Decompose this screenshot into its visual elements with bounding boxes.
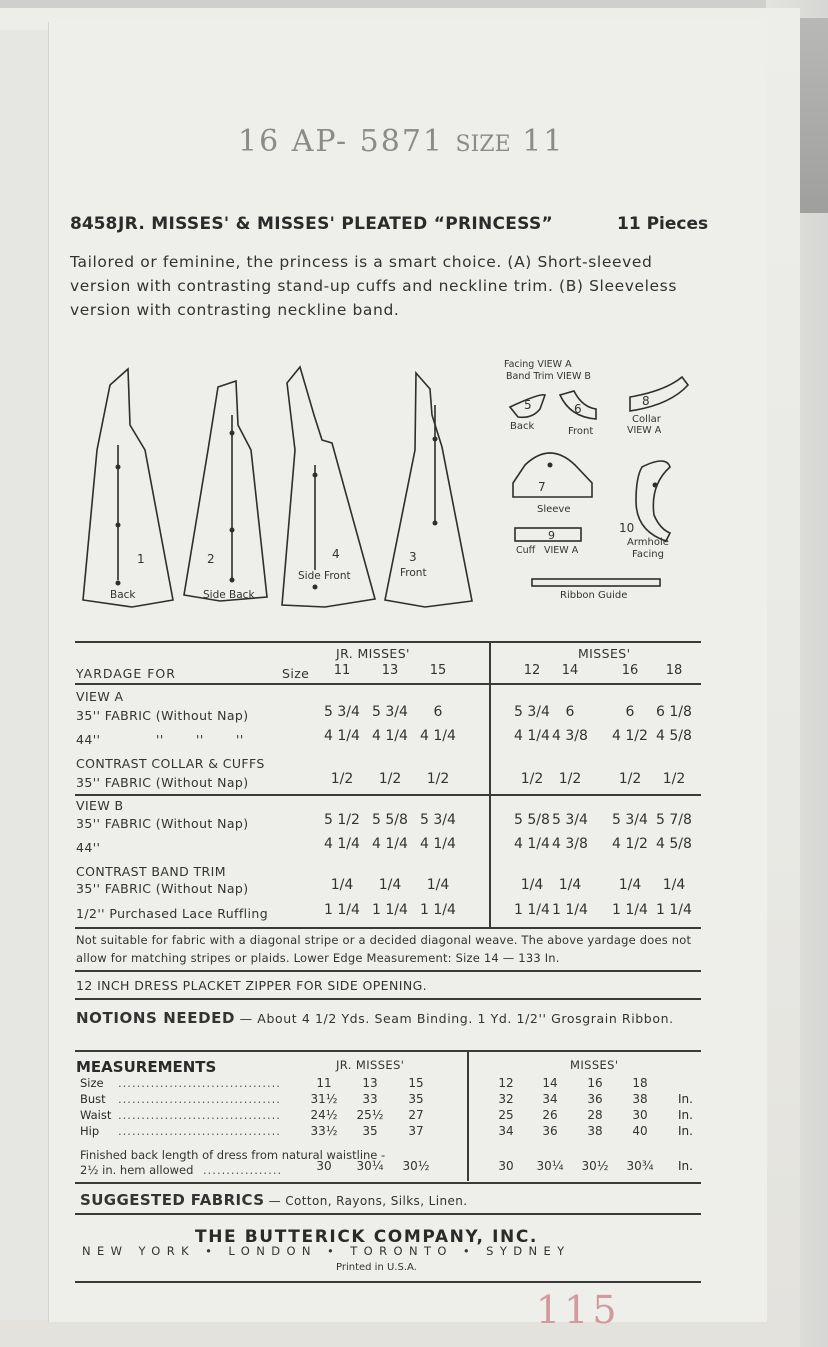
yardage-value: 1/2 [330, 771, 354, 787]
yardage-value: 4 1/4 [324, 836, 360, 852]
lace-label: 1/2'' Purchased Lace Ruffling [76, 906, 269, 921]
yardage-value: 1 1/4 [514, 902, 550, 918]
yardage-value: 5 3/4 [420, 812, 456, 828]
measurements-group-misses: MISSES' [570, 1058, 619, 1072]
ditto-mark: '' [196, 732, 204, 747]
yardage-value: 5 3/4 [514, 704, 550, 720]
piece-4-name: Side Front [298, 570, 351, 582]
ribbon-guide-outline [532, 579, 660, 586]
piece-8-view: VIEW A [627, 425, 662, 436]
measurement-value: 15 [408, 1076, 424, 1090]
measurement-value: 11 [316, 1076, 332, 1090]
yardage-value: 4 1/2 [612, 728, 648, 744]
measurement-value: 33½ [310, 1124, 338, 1138]
yardage-value: 1/4 [558, 877, 582, 893]
yardage-value: 1/2 [378, 771, 402, 787]
yardage-value: 4 1/4 [324, 728, 360, 744]
yardage-value: 4 1/4 [420, 836, 456, 852]
back-length-label: Finished back length of dress from natural waistline - [80, 1148, 386, 1162]
stamp-size-value: 11 [522, 124, 565, 159]
yardage-value: 4 5/8 [656, 836, 692, 852]
measurement-value: 35 [408, 1092, 424, 1106]
back-length-value: 30¼ [356, 1159, 384, 1173]
piece-count: 11 Pieces [617, 214, 709, 234]
dotted-leader: ................................... [118, 1124, 281, 1138]
size-header: 11 [333, 663, 351, 678]
measurement-value: 13 [362, 1076, 378, 1090]
yardage-group-jr: JR. MISSES' [336, 646, 410, 661]
size-header: 12 [523, 663, 541, 678]
measurement-name: Hip [80, 1124, 100, 1138]
measurement-unit: In. [678, 1092, 693, 1106]
envelope-flap [0, 30, 49, 1320]
rule [75, 927, 701, 929]
yardage-value: 5 5/8 [372, 812, 408, 828]
yardage-value: 1/2 [426, 771, 450, 787]
stamp-size-label: SIZE [455, 132, 511, 157]
dotted-leader: ................................... [118, 1092, 281, 1106]
back-length-label2: 2½ in. hem allowed [80, 1163, 194, 1177]
measurement-value: 27 [408, 1108, 424, 1122]
yardage-value: 4 3/8 [552, 836, 588, 852]
pattern-title: JR. MISSES' & MISSES' PLEATED “PRINCESS” [118, 214, 553, 234]
size-header: 14 [561, 663, 579, 678]
yardage-value: 1/4 [378, 877, 402, 893]
piece-10-name: Armhole [627, 537, 669, 548]
yardage-value: 6 1/8 [656, 704, 692, 720]
yardage-value: 4 1/2 [612, 836, 648, 852]
rule [75, 1213, 701, 1215]
zipper-note: 12 INCH DRESS PLACKET ZIPPER FOR SIDE OPENING. [76, 978, 428, 993]
yardage-value: 1/2 [520, 771, 544, 787]
yardage-value: 1 1/4 [612, 902, 648, 918]
yardage-value: 1/2 [558, 771, 582, 787]
fabric-35-label: 35'' FABRIC (Without Nap) [76, 708, 249, 723]
measurement-value: 25 [498, 1108, 514, 1122]
size-header: 18 [665, 663, 683, 678]
yardage-value: 1/4 [662, 877, 686, 893]
pattern-number: 8458 [70, 214, 118, 234]
back-length-value: 30½ [402, 1159, 430, 1173]
pattern-pieces-diagram [70, 355, 710, 620]
measurement-value: 25½ [356, 1108, 384, 1122]
yardage-value: 1/4 [618, 877, 642, 893]
piece-10-name2: Facing [632, 549, 664, 560]
yardage-value: 6 [625, 704, 635, 720]
view-b-label: VIEW B [76, 798, 124, 813]
yardage-value: 1 1/4 [656, 902, 692, 918]
piece-7-outline [513, 453, 592, 497]
yardage-value: 1/2 [618, 771, 642, 787]
yardage-value: 1 1/4 [372, 902, 408, 918]
piece-3-name: Front [400, 567, 427, 579]
fabric-44-label: 44'' [76, 840, 101, 855]
measurement-value: 36 [587, 1092, 603, 1106]
measurement-value: 16 [587, 1076, 603, 1090]
piece-5-name: Back [510, 421, 535, 432]
measurement-name: Waist [80, 1108, 112, 1122]
measurement-value: 40 [632, 1124, 648, 1138]
size-header: 13 [381, 663, 399, 678]
yardage-value: 4 5/8 [656, 728, 692, 744]
size-header: 15 [429, 663, 447, 678]
yardage-value: 5 3/4 [552, 812, 588, 828]
measurement-value: 37 [408, 1124, 424, 1138]
notions-text: — About 4 1/2 Yds. Seam Binding. 1 Yd. 1/2'' Grosgrain Ribbon. [239, 1011, 674, 1026]
measurement-value: 38 [632, 1092, 648, 1106]
piece-6-name: Front [568, 426, 594, 437]
back-length-value: 30¼ [536, 1159, 564, 1173]
stamp-digits: 5871 [359, 124, 444, 159]
yardage-value: 1/4 [426, 877, 450, 893]
rule [75, 683, 701, 685]
piece-8-number: 8 [642, 394, 650, 408]
yardage-value: 4 1/4 [372, 728, 408, 744]
yardage-value: 4 1/4 [514, 836, 550, 852]
size-label: Size [282, 666, 310, 681]
measurement-value: 24½ [310, 1108, 338, 1122]
stamp-prefix: 16 [238, 124, 281, 159]
measurement-value: 33 [362, 1092, 378, 1106]
piece-2-number: 2 [207, 552, 215, 566]
rule [489, 642, 491, 928]
rule [75, 1050, 701, 1052]
measurement-name: Bust [80, 1092, 106, 1106]
piece-10-number: 10 [619, 521, 635, 535]
measurement-value: 34 [542, 1092, 558, 1106]
yardage-value: 5 3/4 [372, 704, 408, 720]
measurement-unit: In. [678, 1124, 693, 1138]
yardage-value: 5 7/8 [656, 812, 692, 828]
stamp-code [238, 124, 564, 159]
rule [467, 1051, 469, 1181]
yardage-value: 5 3/4 [612, 812, 648, 828]
rule [75, 1182, 701, 1184]
dotted-leader: ................................... [118, 1076, 281, 1090]
suggested-fabrics [80, 1191, 467, 1209]
description: Tailored or feminine, the princess is a smart choice. (A) Short-sleeved version with contrasting stand-up cuffs and neckline trim. (B) Sleeveless version with contrasting neckline band. [70, 253, 678, 319]
dotted-leader: ................................... [118, 1108, 281, 1122]
fabric-35-band-label: 35'' FABRIC (Without Nap) [76, 881, 249, 896]
measurement-unit: In. [678, 1108, 693, 1122]
measurements-label: MEASUREMENTS [76, 1058, 217, 1076]
back-length-value: 30¾ [626, 1159, 654, 1173]
piece-1-name: Back [110, 589, 136, 601]
yardage-value: 1/4 [330, 877, 354, 893]
back-length-unit: In. [678, 1159, 693, 1173]
yardage-value: 5 5/8 [514, 812, 550, 828]
measurement-value: 34 [498, 1124, 514, 1138]
piece-6-number: 6 [574, 402, 582, 416]
piece-1-number: 1 [137, 552, 145, 566]
rule [75, 970, 701, 972]
piece-9-number: 9 [548, 529, 555, 542]
yardage-value: 6 [565, 704, 575, 720]
fabric-35-label: 35'' FABRIC (Without Nap) [76, 775, 249, 790]
piece-2-name: Side Back [203, 589, 255, 601]
piece-7-name: Sleeve [537, 504, 571, 515]
measurement-value: 35 [362, 1124, 378, 1138]
piece-3-outline [385, 373, 472, 607]
measurement-value: 14 [542, 1076, 558, 1090]
rule [75, 641, 701, 643]
yardage-value: 1 1/4 [420, 902, 456, 918]
suggested-text: — Cotton, Rayons, Silks, Linen. [268, 1194, 468, 1208]
dotted-leader: ................. [203, 1163, 283, 1177]
rule [75, 998, 701, 1000]
piece-9-view: VIEW A [544, 545, 579, 556]
yardage-value: 6 [433, 704, 443, 720]
measurement-value: 36 [542, 1124, 558, 1138]
yardage-label: YARDAGE FOR [76, 666, 176, 681]
yardage-value: 1 1/4 [552, 902, 588, 918]
piece-4-number: 4 [332, 547, 340, 561]
measurements-group-jr: JR. MISSES' [336, 1058, 405, 1072]
contrast-band-label: CONTRAST BAND TRIM [76, 864, 226, 879]
yardage-value: 1/2 [662, 771, 686, 787]
measurement-value: 30 [632, 1108, 648, 1122]
handwritten-number: 115 [536, 1288, 621, 1332]
measurement-value: 12 [498, 1076, 514, 1090]
company-cities: NEW YORK • LONDON • TORONTO • SYDNEY [82, 1244, 571, 1258]
back-length-value: 30½ [581, 1159, 609, 1173]
yardage-value: 4 1/4 [514, 728, 550, 744]
measurement-value: 38 [587, 1124, 603, 1138]
notions-block [76, 1008, 702, 1029]
measurement-value: 28 [587, 1108, 603, 1122]
suggested-label: SUGGESTED FABRICS [80, 1191, 265, 1209]
notions-label: NOTIONS NEEDED [76, 1009, 236, 1027]
back-length-value: 30 [498, 1159, 514, 1173]
ribbon-guide-label: Ribbon Guide [560, 590, 628, 601]
facing-header-line1: Facing VIEW A [504, 359, 572, 370]
yardage-value: 1 1/4 [324, 902, 360, 918]
piece-2-outline [184, 381, 267, 601]
yardage-value: 1/4 [520, 877, 544, 893]
piece-10-outline [636, 461, 670, 541]
yardage-value: 4 1/4 [420, 728, 456, 744]
facing-header-line2: Band Trim VIEW B [506, 371, 591, 382]
back-length-value: 30 [316, 1159, 332, 1173]
yardage-value: 4 3/8 [552, 728, 588, 744]
measurement-value: 18 [632, 1076, 648, 1090]
measurement-value: 31½ [310, 1092, 338, 1106]
piece-3-number: 3 [409, 550, 417, 564]
yardage-value: 5 1/2 [324, 812, 360, 828]
piece-1-outline [83, 369, 173, 607]
piece-7-number: 7 [538, 480, 546, 494]
yardage-note: Not suitable for fabric with a diagonal stripe or a decided diagonal weave. The above yardage does not allow for matching stripes or plaids. Lower Edge Measurement: Size 14 — 133 In. [76, 933, 692, 965]
size-header: 16 [621, 663, 639, 678]
ditto-mark: '' [236, 732, 244, 747]
fabric-35-label: 35'' FABRIC (Without Nap) [76, 816, 249, 831]
piece-5-number: 5 [524, 398, 532, 412]
measurement-value: 32 [498, 1092, 514, 1106]
fabric-44-label: 44'' [76, 732, 101, 747]
printed-in: Printed in U.S.A. [336, 1262, 417, 1273]
view-a-label: VIEW A [76, 689, 124, 704]
yardage-value: 5 3/4 [324, 704, 360, 720]
yardage-value: 4 1/4 [372, 836, 408, 852]
company-name: THE BUTTERICK COMPANY, INC. [195, 1227, 538, 1247]
ditto-mark: '' [156, 732, 164, 747]
piece-8-name: Collar [632, 414, 661, 425]
measurement-name: Size [80, 1076, 104, 1090]
rule [75, 794, 701, 796]
piece-8-outline [630, 377, 688, 411]
measurement-value: 26 [542, 1108, 558, 1122]
yardage-group-misses: MISSES' [578, 646, 631, 661]
piece-9-name: Cuff [516, 545, 536, 556]
rule [75, 1281, 701, 1283]
stamp-code-letters: AP- [291, 124, 349, 159]
contrast-collar-label: CONTRAST COLLAR & CUFFS [76, 756, 265, 771]
